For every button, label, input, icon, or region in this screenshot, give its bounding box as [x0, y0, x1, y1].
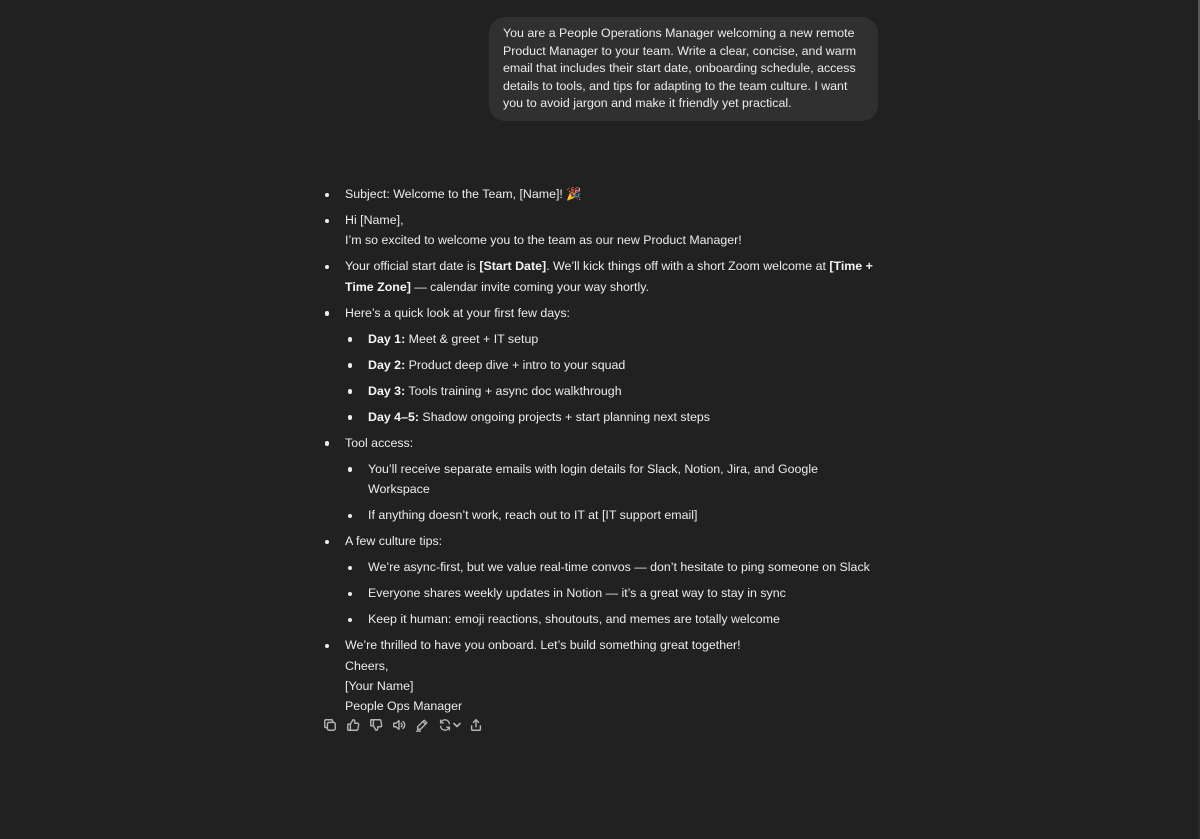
email-subject: Subject: Welcome to the Team, [Name]! 🎉	[345, 187, 582, 201]
list-item-culture	[322, 531, 882, 629]
list-item-closing	[322, 635, 882, 717]
list-item-greeting	[322, 210, 882, 251]
share-button[interactable]	[466, 715, 486, 735]
thumbs-up-icon	[346, 718, 360, 732]
regenerate-button[interactable]	[435, 715, 463, 735]
chevron-down-icon	[453, 721, 461, 729]
culture-item: We’re async-first, but we value real-time convos — don’t hesitate to ping someone on Slack	[345, 557, 882, 577]
schedule-text: Product deep dive + intro to your squad	[405, 357, 626, 372]
edit-icon	[415, 718, 429, 732]
list-item-subject	[322, 184, 882, 204]
copy-button[interactable]	[320, 715, 340, 735]
email-sender-name: [Your Name]	[345, 679, 414, 694]
schedule-heading: Here’s a quick look at your first few days:	[345, 305, 570, 320]
reply-list	[322, 184, 882, 717]
assistant-reply	[322, 184, 882, 722]
share-icon	[469, 718, 483, 732]
schedule-text: Meet & greet + IT setup	[405, 331, 539, 346]
schedule-day: Day 3:	[368, 383, 406, 398]
schedule-list	[345, 329, 882, 427]
email-closing: We’re thrilled to have you onboard. Let’s build something great together!	[345, 638, 741, 653]
message-actions	[320, 715, 489, 735]
tools-item: If anything doesn’t work, reach out to IT at [IT support email]	[345, 505, 882, 525]
start-text-post: — calendar invite coming your way shortly.	[410, 279, 649, 294]
email-signoff: Cheers,	[345, 658, 389, 673]
schedule-day: Day 4–5:	[368, 409, 419, 424]
read-aloud-button[interactable]	[389, 715, 409, 735]
tools-item: You’ll receive separate emails with login details for Slack, Notion, Jira, and Google Workspace	[345, 459, 882, 500]
thumbs-down-icon	[369, 718, 383, 732]
schedule-day: Day 2:	[368, 357, 406, 372]
user-message-text: You are a People Operations Manager welcoming a new remote Product Manager to your team. Write a clear, concise, and warm email that includes their start date, onboarding schedule, access details to tools, and tips for adapting to the team culture. I want you to avoid jargon and make it friendly yet practical.	[503, 26, 857, 111]
culture-list	[345, 557, 882, 629]
schedule-day: Day 1:	[368, 331, 406, 346]
culture-item: Keep it human: emoji reactions, shoutouts, and memes are totally welcome	[345, 609, 882, 629]
copy-icon	[323, 718, 337, 732]
regenerate-icon	[438, 718, 452, 732]
list-item-tools	[322, 433, 882, 526]
schedule-text: Shadow ongoing projects + start planning next steps	[418, 409, 711, 424]
schedule-item	[345, 355, 882, 375]
tools-heading: Tool access:	[345, 435, 414, 450]
email-sender-title: People Ops Manager	[345, 699, 463, 714]
list-item-start-date	[322, 256, 882, 297]
start-text-pre: Your official start date is	[345, 259, 480, 274]
email-intro: I’m so excited to welcome you to the team as our new Product Manager!	[345, 233, 742, 248]
user-message-bubble	[489, 17, 878, 121]
schedule-item	[345, 329, 882, 349]
culture-item: Everyone shares weekly updates in Notion — it’s a great way to stay in sync	[345, 583, 882, 603]
schedule-item	[345, 381, 882, 401]
read-aloud-icon	[392, 718, 406, 732]
schedule-item	[345, 407, 882, 427]
thumbs-down-button[interactable]	[366, 715, 386, 735]
thumbs-up-button[interactable]	[343, 715, 363, 735]
tools-list	[345, 459, 882, 526]
edit-button[interactable]	[412, 715, 432, 735]
start-time-placeholder: [Time + Time Zone]	[345, 259, 873, 294]
start-date-placeholder: [Start Date]	[479, 259, 547, 274]
schedule-text: Tools training + async doc walkthrough	[405, 383, 622, 398]
email-greeting: Hi [Name],	[345, 213, 404, 227]
start-text-mid: . We’ll kick things off with a short Zoom welcome at	[546, 259, 830, 274]
list-item-schedule	[322, 303, 882, 427]
culture-heading: A few culture tips:	[345, 534, 443, 549]
